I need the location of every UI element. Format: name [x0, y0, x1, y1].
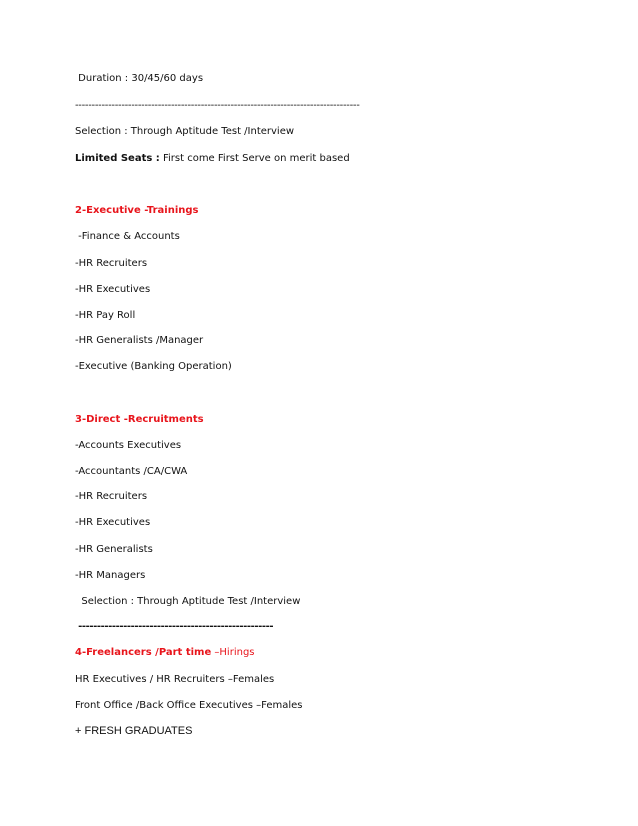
selection-line: Selection : Through Aptitude Test /Interview: [75, 596, 301, 607]
list-item: -Accounts Executives: [75, 440, 182, 451]
selection-line: Selection : Through Aptitude Test /Interview: [75, 126, 295, 137]
list-item: -HR Recruiters: [75, 491, 148, 502]
separator-line: --------------------------------------------------------------------------------------: [75, 100, 360, 111]
section-heading-freelancers-label: 4-Freelancers /Part time: [75, 647, 212, 658]
section-heading-freelancers: [75, 647, 255, 659]
list-item: -HR Pay Roll: [75, 310, 136, 321]
list-item: -Executive (Banking Operation): [75, 361, 232, 372]
limited-seats-value: First come First Serve on merit based: [159, 153, 350, 164]
limited-seats-label: Limited Seats :: [75, 153, 160, 164]
section-heading-freelancers-suffix: –Hirings: [211, 647, 255, 658]
fresh-graduates-line: + FRESH GRADUATES: [75, 725, 193, 737]
list-item: -HR Recruiters: [75, 258, 148, 269]
section-heading-executive-trainings: 2-Executive -Trainings: [75, 205, 199, 216]
duration-line: Duration : 30/45/60 days: [75, 73, 204, 84]
section-heading-direct-recruitments: 3-Direct -Recruitments: [75, 414, 204, 425]
list-item: -HR Executives: [75, 517, 151, 528]
list-item: -HR Generalists: [75, 544, 153, 555]
list-item: Front Office /Back Office Executives –Females: [75, 700, 303, 711]
list-item: -HR Managers: [75, 570, 146, 581]
list-item: -Finance & Accounts: [75, 231, 180, 242]
list-item: -HR Generalists /Manager: [75, 335, 204, 346]
separator-line: ----------------------------------------------------: [75, 621, 274, 632]
list-item: -Accountants /CA/CWA: [75, 466, 188, 477]
list-item: HR Executives / HR Recruiters –Females: [75, 674, 275, 685]
limited-seats-line: [75, 153, 350, 165]
list-item: -HR Executives: [75, 284, 151, 295]
